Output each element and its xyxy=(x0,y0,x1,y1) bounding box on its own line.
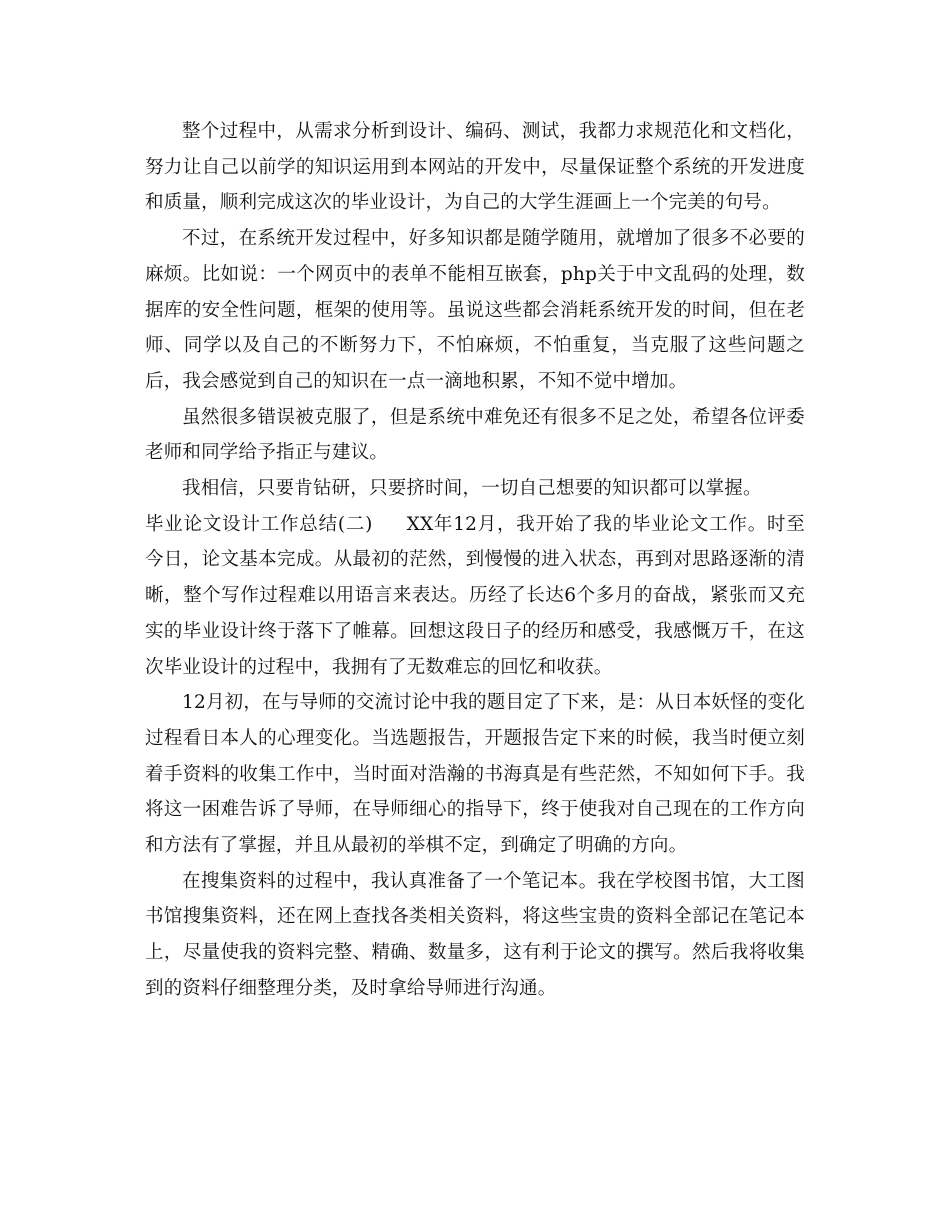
paragraph-data-collection: 在搜集资料的过程中，我认真准备了一个笔记本。我在学校图书馆，大工图书馆搜集资料，还在网上查找各类相关资料，将这些宝贵的资料全部记在笔记本上，尽量使我的资料完整、精确、数量多，这有利于论文的撰写。然后我将收集到的资料仔细整理分类，及时拿给导师进行沟通。 xyxy=(145,870,805,999)
paragraph-belief: 我相信，只要肯钻研，只要挤时间，一切自己想要的知识都可以掌握。 xyxy=(182,478,762,500)
paragraph-shortcomings: 虽然很多错误被克服了，但是系统中难免还有很多不足之处，希望各位评委老师和同学给予指正与建议。 xyxy=(145,406,805,464)
paragraph-process-summary: 整个过程中，从需求分析到设计、编码、测试，我都力求规范化和文档化，努力让自己以前学的知识运用到本网站的开发中，尽量保证整个系统的开发进度和质量，顺利完成这次的毕业设计，为自己的大学生涯画上一个完美的句号。 xyxy=(145,121,805,214)
section-first-paragraph: XX年12月，我开始了我的毕业论文工作。时至今日，论文基本完成。从最初的茫然，到慢慢的进入状态，再到对思路逐渐的清晰，整个写作过程难以用语言来表达。历经了长达6个多月的奋战，紧张而又充实的毕业设计终于落下了帷幕。回想这段日子的经历和感受，我感慨万千，在这次毕业设计的过程中，我拥有了无数难忘的回忆和收获。 xyxy=(145,513,805,678)
document-body xyxy=(145,114,805,1007)
paragraph-topic-selection: 12月初，在与导师的交流讨论中我的题目定了下来，是：从日本妖怪的变化过程看日本人的心理变化。当选题报告，开题报告定下来的时候，我当时便立刻着手资料的收集工作中，当时面对浩瀚的书海真是有些茫然，不知如何下手。我将这一困难告诉了导师，在导师细心的指导下，终于使我对自己现在的工作方向和方法有了掌握，并且从最初的举棋不定，到确定了明确的方向。 xyxy=(145,692,805,857)
section-heading: 毕业论文设计工作总结(二) xyxy=(145,513,373,535)
paragraph-development-issues: 不过，在系统开发过程中，好多知识都是随学随用，就增加了很多不必要的麻烦。比如说：一个网页中的表单不能相互嵌套，php关于中文乱码的处理，数据库的安全性问题，框架的使用等。虽说这些都会消耗系统开发的时间，但在老师、同学以及自己的不断努力下，不怕麻烦，不怕重复，当克服了这些问题之后，我会感觉到自己的知识在一点一滴地积累，不知不觉中增加。 xyxy=(145,228,805,392)
section-two-start xyxy=(145,507,805,686)
